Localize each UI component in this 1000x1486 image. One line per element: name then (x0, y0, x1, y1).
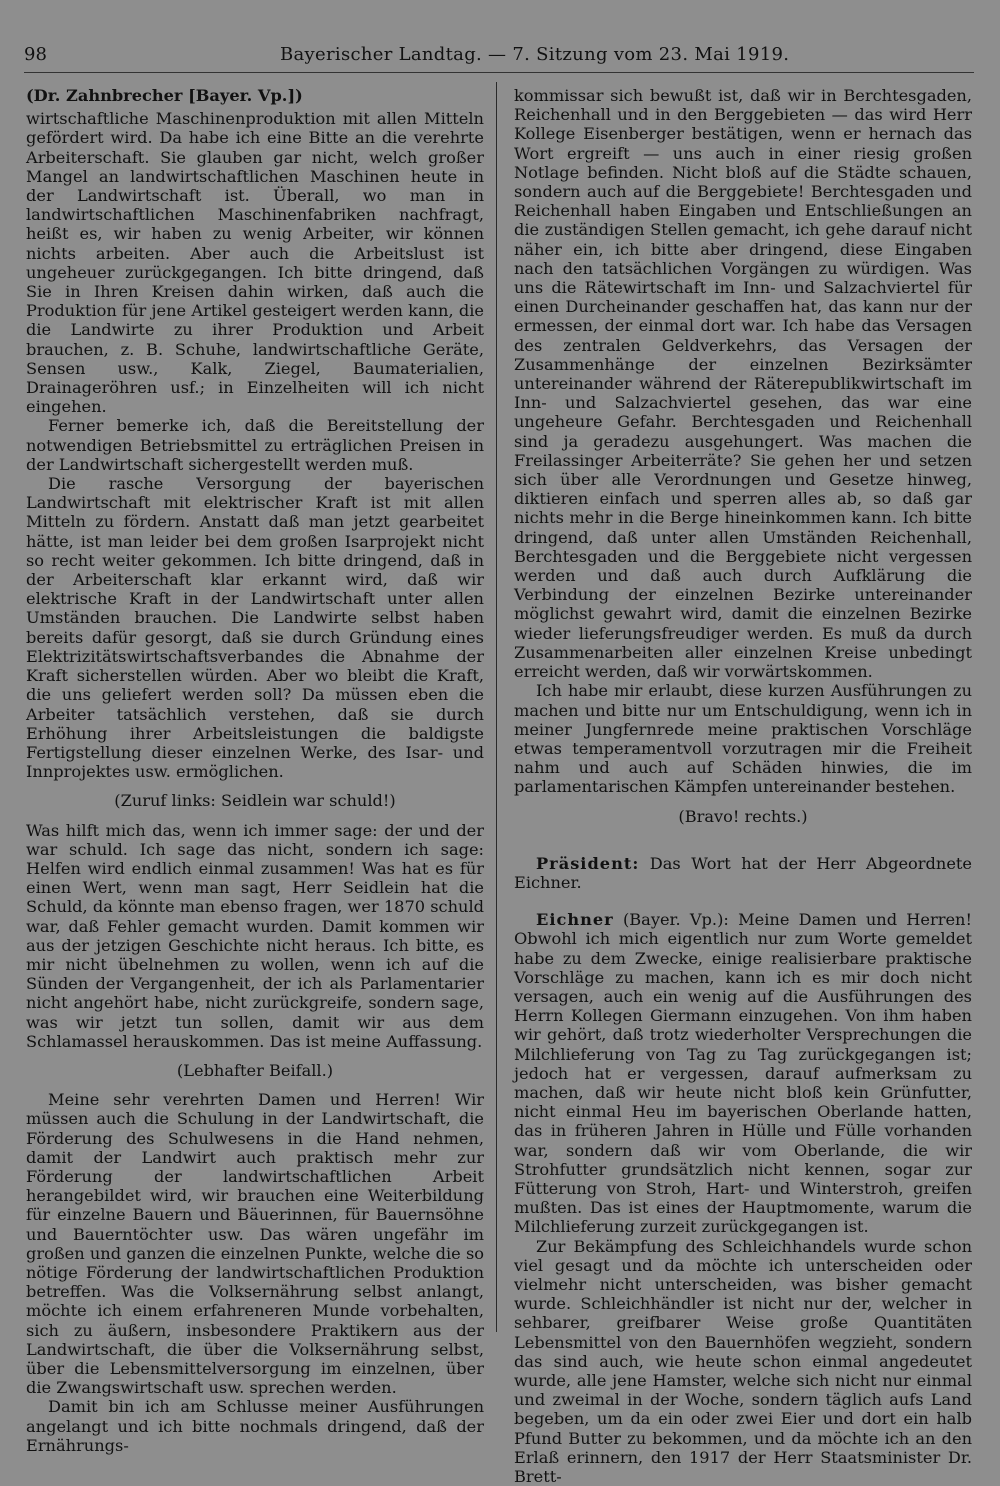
page-header (24, 38, 974, 73)
left-paragraph-1: wirtschaftliche Maschinenproduktion mit allen Mitteln gefördert wird. Da habe ich eine Bitte an die verehrte Arbeiterschaft. Sie glauben gar nicht, welch großer Mangel an landwirtschaftlichen Maschinen heute in der Landwirtschaft ist. Überall, wo man in landwirtschaftlichen Maschinenfabriken nachfragt, heißt es, wir haben zu wenig Arbeiter, wir können nichts arbeiten. Aber auch die Arbeitslust ist ungeheuer zurückgegangen. Ich bitte dringend, daß Sie in Ihren Kreisen dahin wirken, daß auch die Produktion für jene Artikel gesteigert werden kann, die die Landwirte zu ihrer Produktion und Arbeit brauchen, z. B. Schuhe, landwirtschaftliche Geräte, Sensen usw., Kalk, Ziegel, Baumaterialien, Drainageröhren usf.; in Einzelheiten will ich nicht eingehen. (26, 109, 484, 417)
right-paragraph-3: Zur Bekämpfung des Schleichhandels wurde schon viel gesagt und da möchte ich unterscheiden oder vielmehr nicht unterscheiden, was bisher gemacht wurde. Schleichhändler ist nicht nur der, welcher in sehbarer, greifbarer Weise große Quantitäten Lebensmittel von den Bauernhöfen wegzieht, sondern das sind auch, wie heute schon einmal angedeutet wurde, alle jene Hamster, welche sich nicht nur einmal und zweimal in der Woche, sondern täglich aufs Land begeben, um da ein oder zwei Eier und dort ein halb Pfund Butter zu bekommen, und da möchte ich an den Erlaß erinnern, den 1917 der Herr Staatsminister Dr. Brett- (514, 1236, 972, 1486)
interjection-left-2: (Lebhafter Beifall.) (176, 1060, 334, 1080)
eichner-party: (Bayer. Vp.): (622, 910, 729, 930)
left-paragraph-5: Meine sehr verehrten Damen und Herren! Wir müssen auch die Schulung in der Landwirtschaft, die Förderung des Schulwesens in die Hand nehmen, damit der Landwirt auch praktisch mehr zur Förderung der landwirtschaftlichen Arbeit herangebildet wird, wir brauchen eine Weiterbildung für einzelne Bauern und Bäuerinnen, für Bauernsöhne und Bauerntöchter usw. Das wären ungefähr im großen und ganzen die einzelnen Punkte, welche die so nötige Förderung der landwirtschaftlichen Produktion betreffen. Was die Volksernährung selbst anlangt, möchte ich einem erfahreneren Munde vorbehalten, sich zu äußern, insbesondere Praktikern aus der Landwirtschaft, die über die Volksernährung selbst, über die Lebensmittelversorgung im einzelnen, über die Zwangswirtschaft usw. sprechen werden. (26, 1090, 484, 1398)
president-paragraph (514, 854, 972, 892)
left-paragraph-2: Ferner bemerke ich, daß die Bereitstellung der notwendigen Betriebsmittel zu erträglichen Preisen in der Landwirtschaft sichergestellt werden muß. (26, 416, 484, 474)
president-text: Das Wort hat der Herr Abgeordnete Eichner. (514, 853, 972, 892)
right-paragraph-1: kommissar sich bewußt ist, daß wir in Berchtesgaden, Reichenhall und in den Berggebieten — das wird Herr Kollege Eisenberger bestätigen, wenn er hernach das Wort ergreift — uns auch in einer riesig großen Notlage befinden. Nicht bloß auf die Städte schauen, sondern auch auf die Berggebiete! Berchtesgaden und Reichenhall haben Eingaben und Entschließungen an die zuständigen Stellen gemacht, ich gehe darauf nicht näher ein, ich bitte aber dringend, diese Eingaben nach den tatsächlichen Vorgängen zu würdigen. Was uns die Rätewirtschaft im Inn- und Salzachviertel für einen Durcheinander geschaffen hat, das kann nur der ermessen, der einmal dort war. Ich habe das Versagen des zentralen Geldverkehrs, das Versagen der Zusammenhänge der einzelnen Bezirksämter untereinander während der Räterepublikwirtschaft im Inn- und Salzachviertel gesehen, das war eine ungeheure Gefahr. Berchtesgaden und Reichenhall sind ja geradezu ausgehungert. Was machen die Freilassinger Arbeiterräte? Sie gehen her und setzen sich über alle Verordnungen und Gesetze hinweg, diktieren einfach und sperren alles ab, so daß gar nichts mehr in die Berge hineinkommen kann. Ich bitte dringend, daß unter allen Umständen Reichenhall, Berchtesgaden und die Berggebiete nicht vergessen werden und daß auch durch Aufklärung die Verbindung der einzelnen Bezirke untereinander möglichst gewahrt wird, damit die einzelnen Bezirke wieder lieferungsfreudiger werden. Es muß da durch Zusammenarbeiten aller einzelnen Kreise unbedingt erreicht werden, daß wir vorwärtskommen. (514, 86, 972, 682)
running-head: Bayerischer Landtag. — 7. Sitzung vom 23. Mai 1919. (280, 44, 790, 65)
interjection-left-1: (Zuruf links: Seidlein war schuld!) (114, 791, 396, 811)
right-paragraph-2: Ich habe mir erlaubt, diese kurzen Ausführungen zu machen und bitte nur um Entschuldigung, wenn ich in meiner Jungfernrede meine praktischen Vorschläge etwas temperamentvoll vorzutragen mir die Freiheit nahm und auch auf Schäden hinwies, die im parlamentarischen Kämpfen untereinander bestehen. (514, 681, 972, 797)
left-column (26, 86, 484, 1455)
interjection-right: (Bravo! rechts.) (678, 806, 808, 826)
left-paragraph-3: Die rasche Versorgung der bayerischen Landwirtschaft mit elektrischer Kraft ist mit allen Mitteln zu fördern. Anstatt daß man jetzt gearbeitet hätte, ist man leider bei dem großen Isarprojekt nicht so recht weiter gekommen. Ich bitte dringend, daß in der Arbeiterschaft klar erkannt wird, daß wir elektrische Kraft in der Landwirtschaft unter allen Umständen brauchen. Die Landwirte selbst haben bereits dafür gesorgt, daß sie durch Gründung eines Elektrizitätswirtschaftsverbandes die Abnahme der Kraft sicherstellen würden. Aber wo bleibt die Kraft, die uns geliefert werden soll? Da müssen eben die Arbeiter tatsächlich verstehen, daß sie durch Erhöhung ihrer Arbeitsleistungen die baldigste Fertigstellung dieser einzelnen Werke, des Isar- und Innprojektes usw. ermöglichen. (26, 474, 484, 782)
left-paragraph-4: Was hilft mich das, wenn ich immer sage: der und der war schuld. Ich sage das nicht, sondern ich sage: Helfen wird endlich einmal zusammen! Was hat es für einen Wert, wenn man sagt, Herr Seidlein hat die Schuld, da könnte man ebenso fragen, wer 1870 schuld war, daß Fehler gemacht wurden. Damit kommen wir aus der jetzigen Geschichte nicht heraus. Ich bitte, es mir nicht übelnehmen zu wollen, wenn ich auf die Sünden der Vergangenheit, der ich als Parlamentarier nicht angehört habe, nicht zurückgreife, sondern sage, was wir jetzt tun sollen, damit wir aus dem Schlamassel herauskommen. Das ist meine Auffassung. (26, 820, 484, 1051)
spacer (514, 892, 972, 910)
spacer (514, 836, 972, 854)
eichner-paragraph (514, 910, 972, 1236)
eichner-label: Eichner (536, 910, 614, 930)
eichner-text: Meine Damen und Herren! Obwohl ich mich eigentlich nur zum Worte gemeldet habe zu dem Zwecke, einige realisierbare praktische Vorschläge zu machen, kann ich es mir doch nicht versagen, auch ein wenig auf die Ausführungen des Herrn Kollegen Giermann einzugehen. Von ihm haben wir gehört, daß trotz wiederholter Versprechungen die Milchlieferung von Tag zu Tag zurückgegangen ist; jedoch hat er vergessen, darauf aufmerksam zu machen, daß wir heute nicht bloß kein Grünfutter, nicht einmal Heu im bayerischen Oberlande hatten, das in früheren Jahren in Hülle und Fülle vorhanden war, sondern daß wir vom Oberlande, die wir Strohfutter grundsätzlich nicht kennen, sogar zur Fütterung von Stroh, Hart- und Winterstroh, greifen mußten. Das ist eines der Hauptmomente, warum die Milchlieferung zurzeit zurückgegangen ist. (514, 910, 972, 1237)
left-paragraph-6: Damit bin ich am Schlusse meiner Ausführungen angelangt und ich bitte nochmals dringend, daß der Ernährungs- (26, 1397, 484, 1455)
column-divider (496, 82, 497, 1332)
president-label: Präsident: (536, 853, 640, 873)
speaker-continuation: (Dr. Zahnbrecher [Bayer. Vp.]) (26, 86, 303, 105)
page-number: 98 (24, 44, 47, 65)
right-column (514, 86, 972, 1486)
